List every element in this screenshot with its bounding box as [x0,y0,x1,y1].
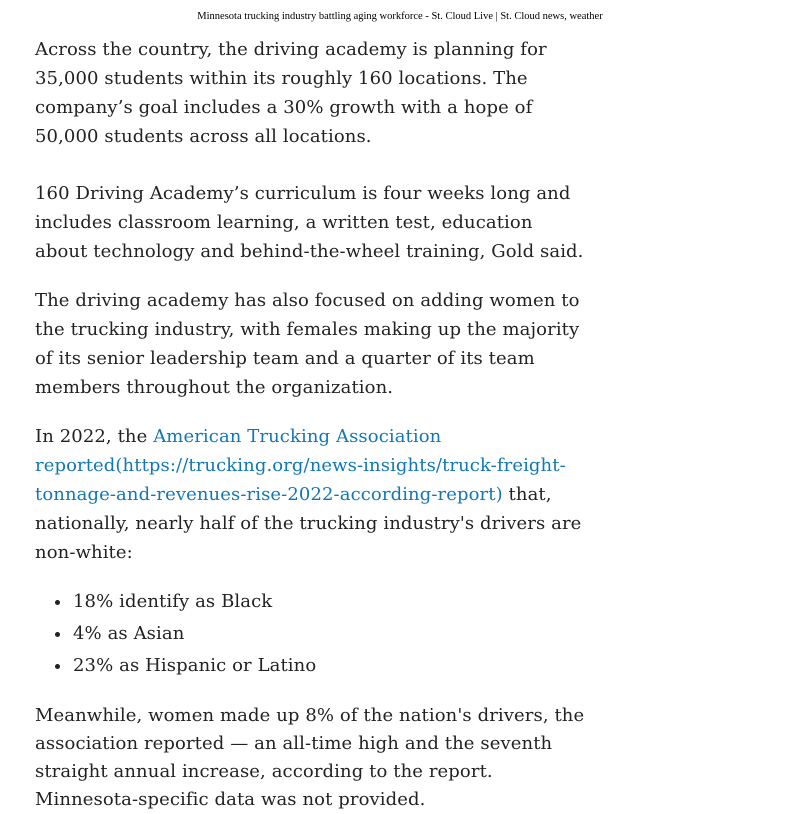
driver-demographics-list [35,587,587,680]
closing-line-minnesota-data: Minnesota-specific data was not provided. [35,789,426,810]
paragraph-women-focus: The driving academy has also focused on adding women to the trucking industry, with females making up the majority of its senior leadership team and a quarter of its team members throughout the organization. [35,290,580,398]
ata-paragraph-prefix: In 2022, the [35,426,154,447]
list-item-black: • 18% identify as Black [72,587,587,616]
paragraph-ata-report [35,422,587,567]
closing-line-women-stat: Meanwhile, women made up 8% of the nation's drivers, the association reported — an all-time high and the seventh straight annual increase, according to the report. [35,705,585,782]
ata-paragraph-suffix: that, nationally, nearly half of the trucking industry's drivers are non-white: [35,484,582,563]
article-body [35,35,587,814]
paragraph-academy-growth: Across the country, the driving academy is planning for 35,000 students within its roughly 160 locations. The company’s goal includes a 30% growth with a hope of 50,000 students across all locations. [35,39,547,147]
paragraph-women-drivers [35,702,587,814]
paragraph-curriculum: 160 Driving Academy’s curriculum is four weeks long and includes classroom learning, a written test, education about technology and behind-the-wheel training, Gold said. [35,183,584,262]
list-item-hispanic: • 23% as Hispanic or Latino [72,651,587,680]
ata-report-link[interactable]: American Trucking Association reported(https://trucking.org/news-insights/truck-freight-tonnage-and-revenues-rise-2022-according-report) [35,426,566,505]
print-header-title: Minnesota trucking industry battling aging workforce - St. Cloud Live | St. Cloud news, weather [197,11,603,22]
list-item-asian: • 4% as Asian [72,619,587,648]
